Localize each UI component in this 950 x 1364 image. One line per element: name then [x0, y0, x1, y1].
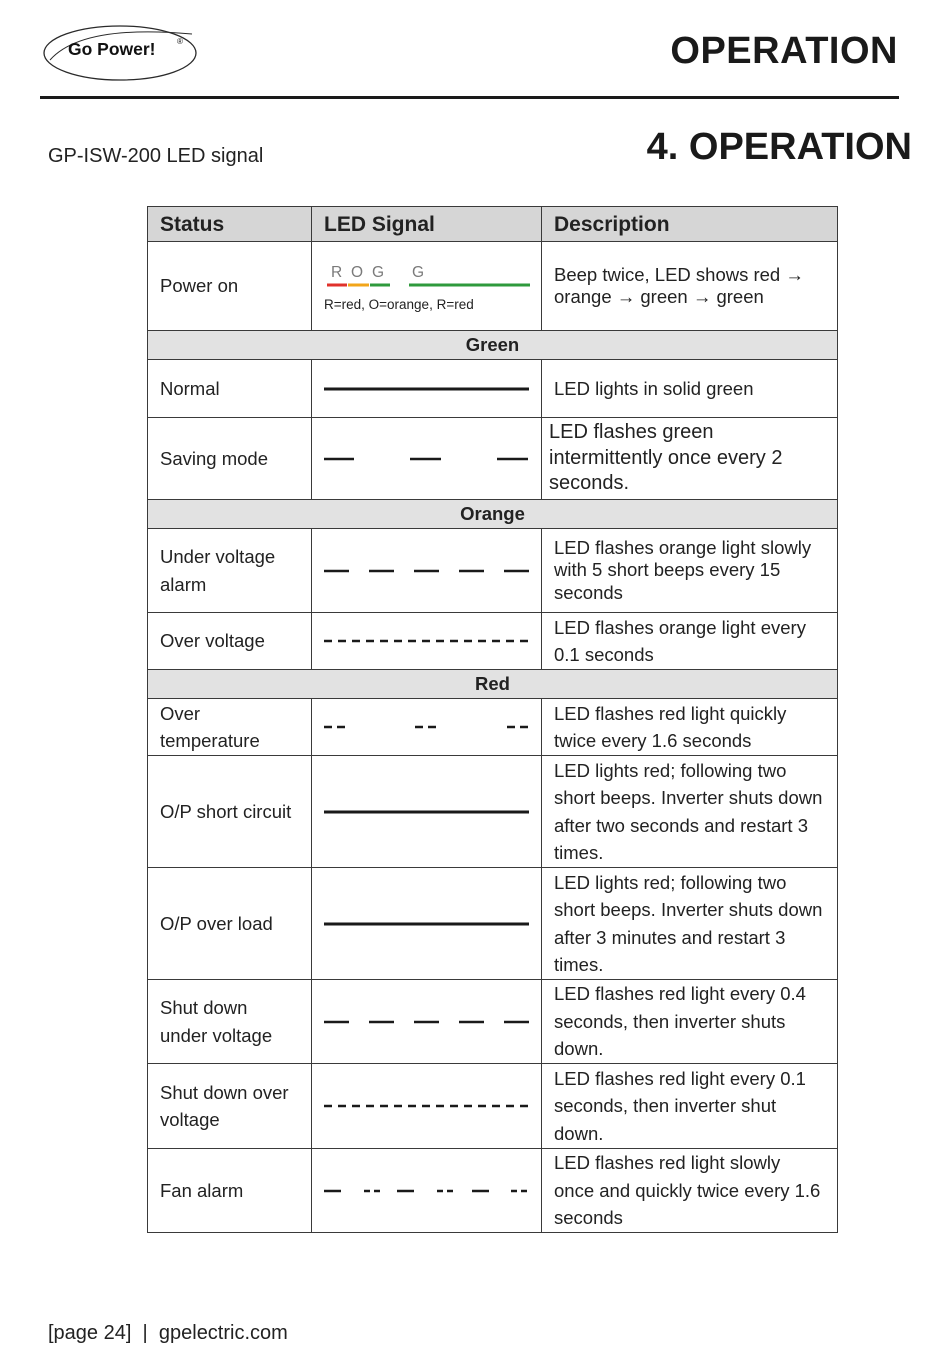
signal-cell [312, 529, 542, 613]
table-header-row [148, 207, 838, 242]
logo-text: Go Power! [68, 39, 156, 59]
footer-website-link[interactable]: gpelectric.com [158, 1322, 288, 1344]
description-cell: LED flashes green intermittently once every 2 seconds. [542, 418, 838, 500]
status-cell: O/P short circuit [148, 756, 312, 868]
fast-flash-signal-icon [324, 1101, 530, 1111]
go-power-logo [42, 20, 200, 82]
signal-cell [312, 756, 542, 868]
status-cell: Power on [148, 242, 312, 331]
signal-cell [312, 418, 542, 500]
power-on-sequence-icon [324, 261, 530, 291]
intermittent-signal-icon [324, 454, 530, 464]
logo-registered-mark: ® [177, 37, 183, 46]
solid-signal-icon [324, 807, 530, 817]
letter-r: R [331, 263, 343, 281]
header-title: OPERATION [670, 30, 898, 72]
page-subtitle: GP-ISW-200 LED signal [48, 145, 264, 167]
signal-cell [312, 1064, 542, 1149]
table-row [148, 868, 838, 980]
signal-cell [312, 360, 542, 418]
status-cell: Shut down under voltage [148, 980, 312, 1064]
status-cell: Saving mode [148, 418, 312, 500]
status-cell: Over temperature [148, 699, 312, 756]
table-row [148, 418, 838, 500]
table-row [148, 360, 838, 418]
status-cell: Fan alarm [148, 1149, 312, 1233]
led-signal-table [147, 206, 838, 1233]
letter-o: O [351, 263, 364, 281]
table-row [148, 1149, 838, 1233]
description-cell: LED flashes red light every 0.4 seconds, then inverter shuts down. [542, 980, 838, 1064]
slow-flash-signal-icon [324, 566, 530, 576]
table-row [148, 1064, 838, 1149]
page-footer [48, 1322, 288, 1345]
description-cell: LED flashes red light every 0.1 seconds, then inverter shut down. [542, 1064, 838, 1149]
header-divider [40, 96, 899, 99]
description-cell: LED flashes red light slowly once and quickly twice every 1.6 seconds [542, 1149, 838, 1233]
signal-cell [312, 699, 542, 756]
status-cell: Shut down over voltage [148, 1064, 312, 1149]
column-header-status: Status [148, 207, 312, 242]
column-header-led-signal: LED Signal [312, 207, 542, 242]
signal-cell [312, 1149, 542, 1233]
description-cell: Beep twice, LED shows red → orange → green → green [542, 242, 838, 331]
page-number: [page 24] [48, 1322, 132, 1344]
double-flash-signal-icon [324, 722, 530, 732]
status-cell: O/P over load [148, 868, 312, 980]
table-row [148, 613, 838, 670]
column-header-description: Description [542, 207, 838, 242]
group-header-red: Red [148, 670, 838, 699]
table-row [148, 980, 838, 1064]
group-header-green: Green [148, 331, 838, 360]
color-legend: R=red, O=orange, R=red [324, 296, 474, 312]
signal-cell [312, 242, 542, 331]
solid-signal-icon [324, 919, 530, 929]
letter-g: G [412, 263, 425, 281]
footer-separator: | [142, 1322, 148, 1344]
table-row [148, 529, 838, 613]
description-cell: LED lights red; following two short beeps. Inverter shuts down after 3 minutes and restart 3 times. [542, 868, 838, 980]
status-cell: Over voltage [148, 613, 312, 670]
table-row [148, 699, 838, 756]
status-cell: Under voltage alarm [148, 529, 312, 613]
description-cell: LED flashes red light quickly twice every 1.6 seconds [542, 699, 838, 756]
mixed-flash-signal-icon [324, 1186, 530, 1196]
table-row [148, 242, 838, 331]
description-cell: LED flashes orange light every 0.1 seconds [542, 613, 838, 670]
status-cell: Normal [148, 360, 312, 418]
solid-signal-icon [324, 384, 530, 394]
table-row [148, 756, 838, 868]
letter-g: G [372, 263, 385, 281]
description-cell: LED lights in solid green [542, 360, 838, 418]
description-cell: LED lights red; following two short beeps. Inverter shuts down after two seconds and restart 3 times. [542, 756, 838, 868]
group-header-orange: Orange [148, 500, 838, 529]
slow-flash-signal-icon [324, 1017, 530, 1027]
signal-cell [312, 613, 542, 670]
section-title: 4. OPERATION [646, 126, 912, 168]
signal-cell [312, 980, 542, 1064]
fast-flash-signal-icon [324, 636, 530, 646]
description-cell: LED flashes orange light slowly with 5 short beeps every 15 seconds [542, 529, 838, 613]
signal-cell [312, 868, 542, 980]
